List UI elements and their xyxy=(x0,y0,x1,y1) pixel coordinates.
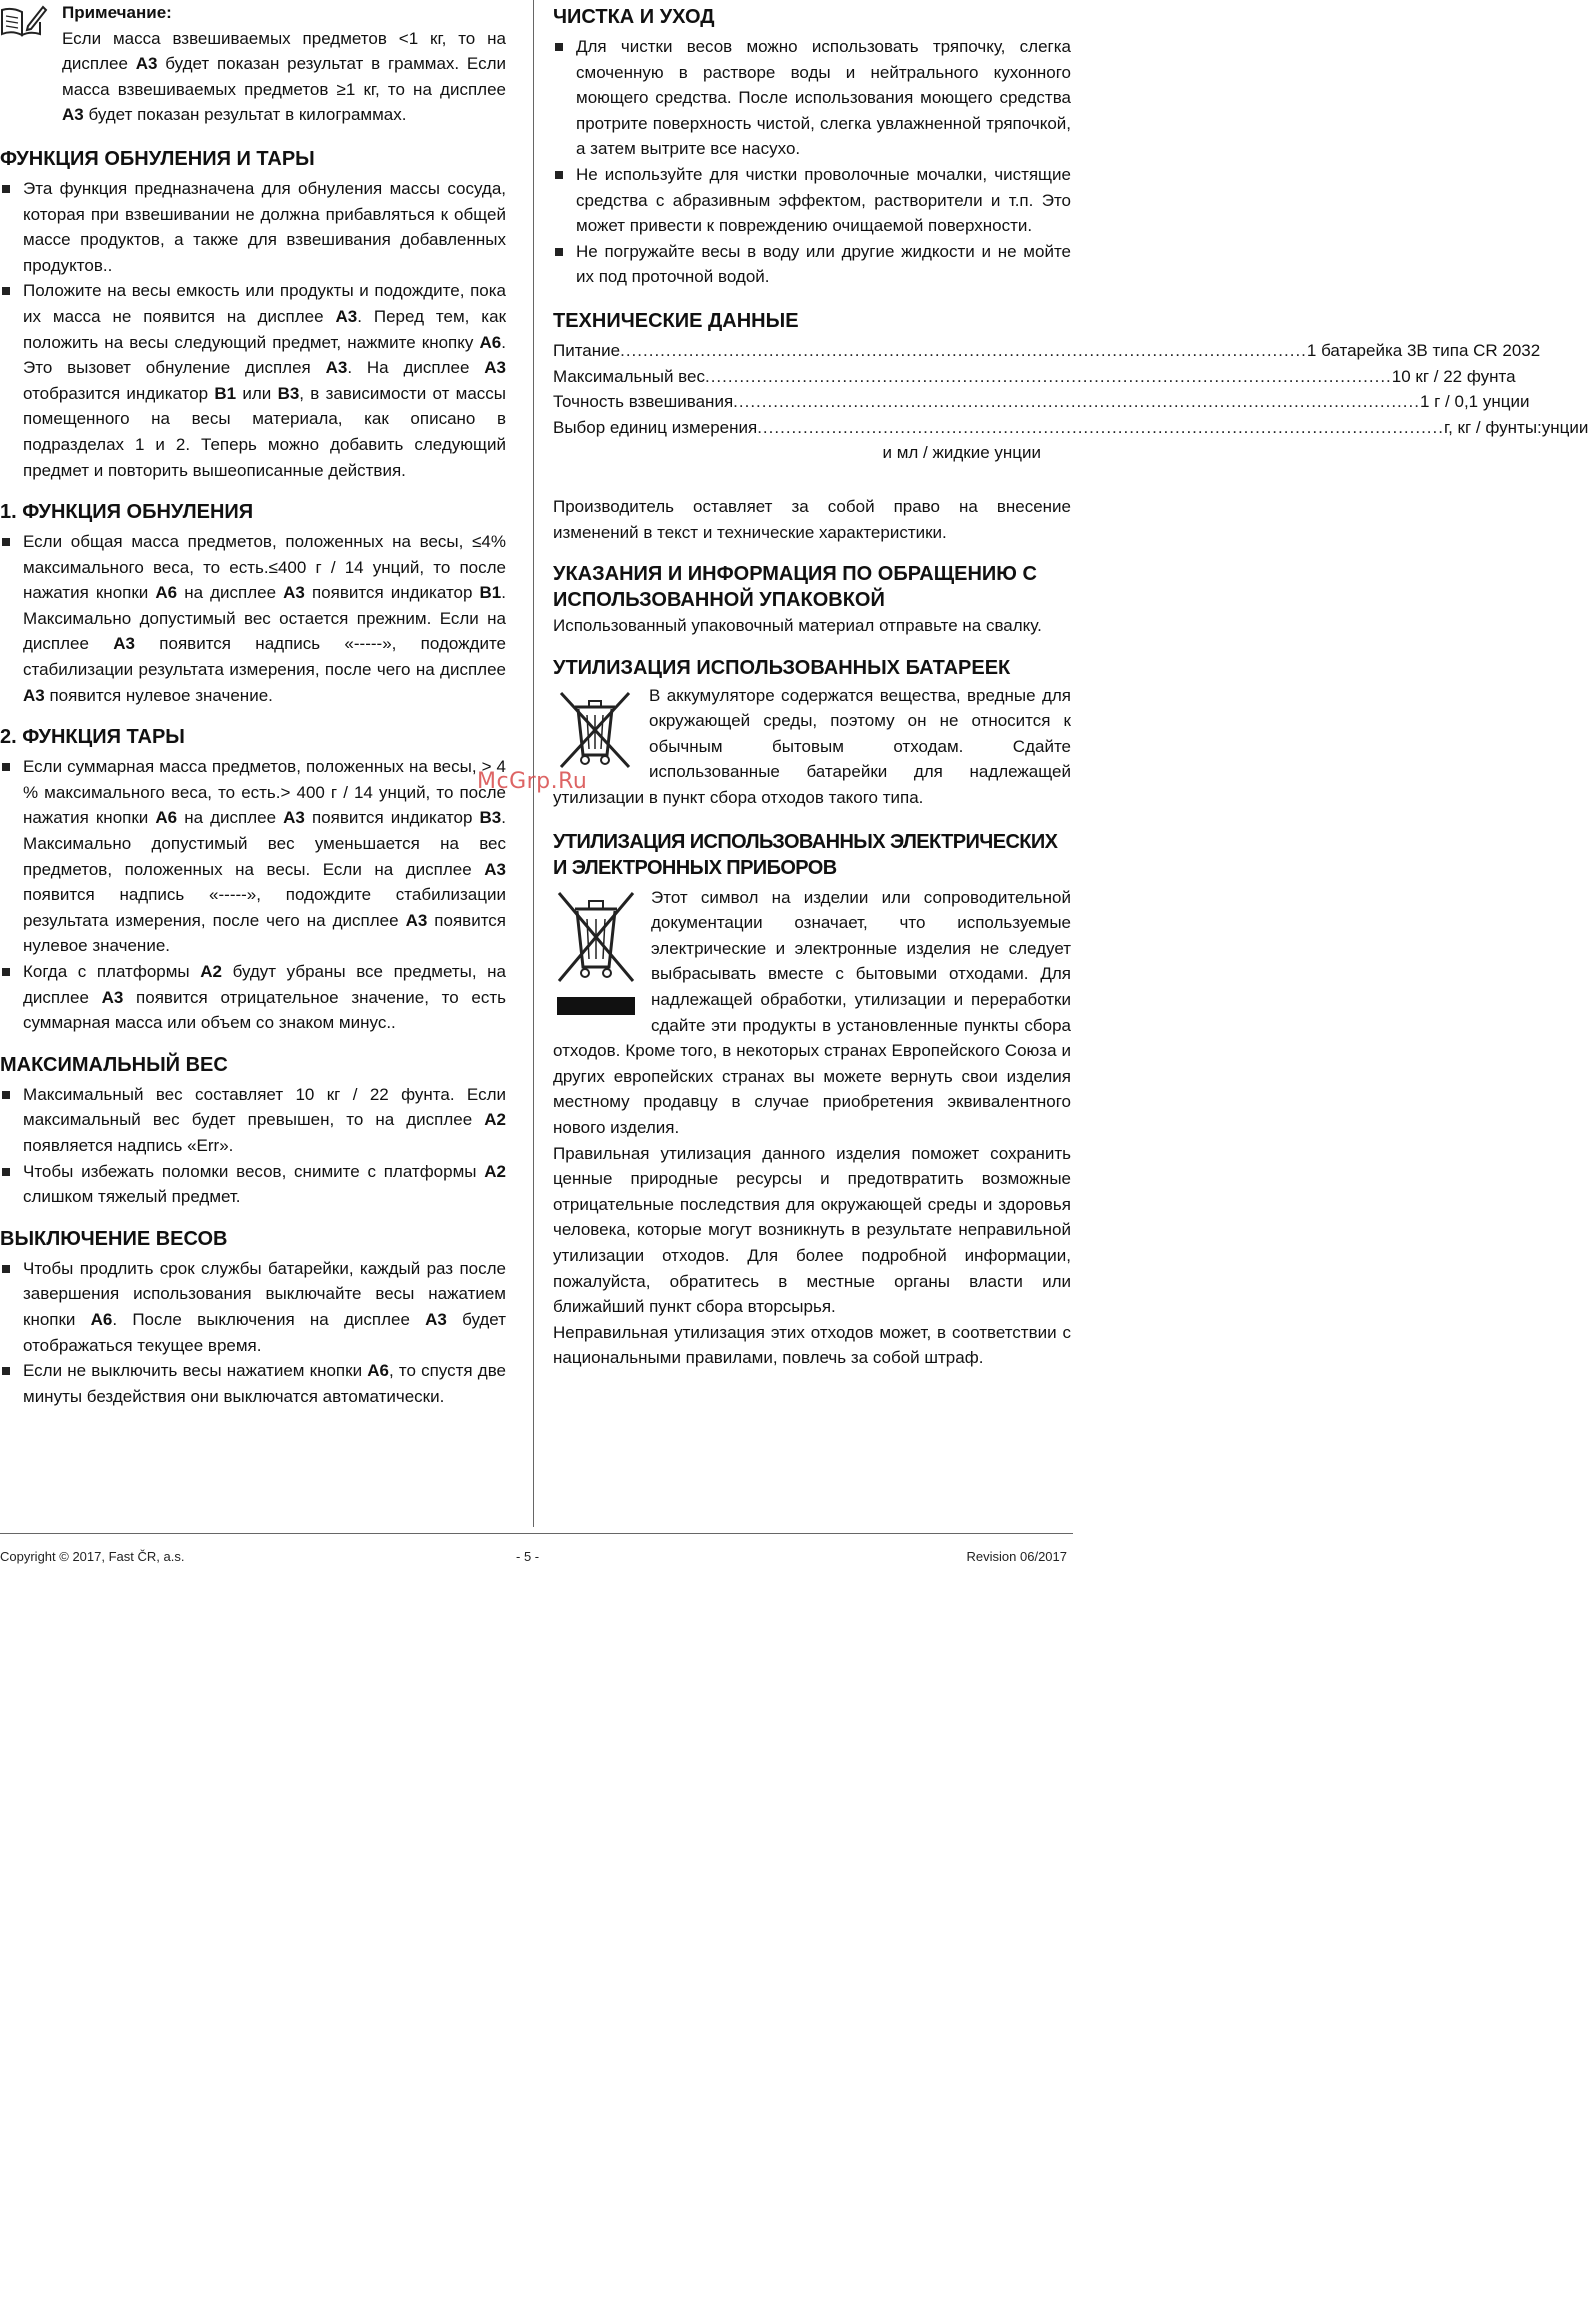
footer-page-number: - 5 - xyxy=(516,1549,540,1564)
footer-copyright: Copyright © 2017, Fast ČR, a.s. xyxy=(0,1549,185,1564)
bullet-square-icon xyxy=(2,763,10,771)
bullet-square-icon xyxy=(2,1265,10,1273)
note-text: Если масса взвешиваемых предметов <1 кг, то на дисплее A3 будет показан результат в граммах. Если масса взвешиваемых предметов ≥1 кг, то на дисплее A3 будет показан результат в килограммах. xyxy=(62,28,506,125)
list-item xyxy=(0,959,506,1036)
crossed-bin-icon xyxy=(553,685,637,771)
spec-value: 1 г / 0,1 унции xyxy=(1419,392,1530,412)
list-item-text: Не используйте для чистки проволочные мочалки, чистящие средства с абразивным эффектом, растворители и т.п. Это может привести к повреждению очищаемой поверхности. xyxy=(576,164,1071,236)
bullet-square-icon xyxy=(2,1091,10,1099)
power-off-heading: ВЫКЛЮЧЕНИЕ ВЕСОВ xyxy=(0,1227,228,1250)
weee-heading: УТИЛИЗАЦИЯ ИСПОЛЬЗОВАННЫХ ЭЛЕКТРИЧЕСКИХ И ЭЛЕКТРОННЫХ ПРИБОРОВ xyxy=(553,830,1058,879)
list-item-text: Эта функция предназначена для обнуления массы сосуда, которая при взвешивании не должна прибавляться к общей массе продуктов, а также для взвешивания добавленных продуктов.. xyxy=(23,178,506,275)
list-item-text: Для чистки весов можно использовать тряпочку, слегка смоченную в растворе воды и нейтрального кухонного моющего средства. После использования моющего средства протрите поверхность чистой, слегка увлажненной тряпочкой, а затем вытрите все насухо. xyxy=(576,37,1071,159)
watermark: McGrp.Ru xyxy=(477,769,588,794)
spec-row xyxy=(553,364,1516,390)
list-item xyxy=(0,1159,506,1210)
footer-divider xyxy=(0,1533,1073,1534)
list-item-text: Положите на весы емкость или продукты и подождите, пока их масса не появится на дисплее A3. Перед тем, как положить на весы следующий предмет, нажмите кнопку A6. Это вызовет обнуление дисплея A3. На дисплее A3 отобразится индикатор B1 или B3, в зависимости от массы помещенного на весы материала, как описано в подразделах 1 и 2. Теперь можно добавить следующий предмет и повторить вышеописанные действия. xyxy=(23,281,507,480)
list-item xyxy=(0,529,506,708)
list-item-text: Не погружайте весы в воду или другие жидкости и не мойте их под проточной водой. xyxy=(576,241,1071,287)
list-item-text: Чтобы продлить срок службы батарейки, каждый раз после завершения использования выключайте весы нажатием кнопки A6. После выключения на дисплее A3 будет отображаться текущее время. xyxy=(23,1258,506,1355)
list-item-text: Чтобы избежать поломки весов, снимите с платформы A2 слишком тяжелый предмет. xyxy=(23,1161,506,1207)
weee-block xyxy=(553,885,1071,1371)
spec-value: 10 кг / 22 фунта xyxy=(1391,366,1516,386)
note-block xyxy=(0,0,506,128)
batteries-text: В аккумуляторе содержатся вещества, вредные для окружающей среды, поэтому он не относится к обычным бытовым отходам. Сдайте использованные батарейки для надлежащей утилизации в пункт сбора отходов такого типа. xyxy=(553,685,1071,808)
list-item xyxy=(0,1358,506,1409)
left-column xyxy=(0,0,506,1409)
bullet-square-icon xyxy=(2,185,10,193)
bullet-square-icon xyxy=(2,968,10,976)
weee-text-1: Этот символ на изделии или сопроводительной документации означает, что используемые электрические и электронные изделия не следует выбрасывать вместе с бытовыми отходами. Для надлежащей обработки, утилизации и переработки сдайте эти продукты в установленные пункты сбора отходов. Кроме того, в некоторых странах Европейского Союза и других европейских странах вы можете вернуть свои изделия местному продавцу в случае приобретения эквивалентного нового изделия. xyxy=(553,887,1071,1137)
list-item xyxy=(553,162,1071,239)
bullet-square-icon xyxy=(555,43,563,51)
note-title: Примечание: xyxy=(62,3,172,22)
spec-value: г, кг / фунты:унции xyxy=(1443,417,1588,437)
list-item xyxy=(0,1256,506,1358)
list-item-text: Если суммарная масса предметов, положенных на весы, > 4 % максимального веса, то есть.> 400 г / 14 унций, то после нажатия кнопки A6 на дисплее A3 появится индикатор B3. Максимально допустимый вес уменьшается на вес предметов, положенных на весы. Если на дисплее A3 появится надпись «-----», подождите стабилизации результата измерения, после чего на дисплее A3 появится нулевое значение. xyxy=(23,757,506,956)
tare-function-heading: ФУНКЦИЯ ОБНУЛЕНИЯ И ТАРЫ xyxy=(0,147,315,170)
bullet-square-icon xyxy=(2,538,10,546)
list-item-text: Максимальный вес составляет 10 кг / 22 фунта. Если максимальный вес будет превышен, то на дисплее A2 появляется надпись «Err». xyxy=(23,1084,506,1155)
tare-function-list xyxy=(0,176,506,483)
spec-row xyxy=(553,389,1530,415)
bullet-square-icon xyxy=(2,287,10,295)
zero-function-list xyxy=(0,529,506,708)
bullet-square-icon xyxy=(555,171,563,179)
spec-leader-dots: ........................................................................................................................ xyxy=(733,392,1420,412)
batteries-block xyxy=(553,683,1071,811)
spec-leader-dots: ........................................................................................................................ xyxy=(757,417,1444,437)
spec-label: Выбор единиц измерения xyxy=(553,417,758,437)
bullet-square-icon xyxy=(2,1367,10,1375)
spec-label: Максимальный вес xyxy=(553,366,705,386)
list-item xyxy=(0,176,506,278)
right-column xyxy=(553,0,1588,1371)
list-item xyxy=(0,754,506,959)
cleaning-heading: ЧИСТКА И УХОД xyxy=(553,6,715,28)
packaging-heading: УКАЗАНИЯ И ИНФОРМАЦИЯ ПО ОБРАЩЕНИЮ С ИСПОЛЬЗОВАННОЙ УПАКОВКОЙ xyxy=(553,563,1037,612)
specs-continuation: и мл / жидкие унции xyxy=(882,443,1041,463)
weee-text-3: Неправильная утилизация этих отходов может, в соответствии с национальными правилами, повлечь за собой штраф. xyxy=(553,1322,1071,1368)
packaging-text: Использованный упаковочный материал отправьте на свалку. xyxy=(553,616,1042,636)
list-item-text: Если общая масса предметов, положенных на весы, ≤4% максимального веса, то есть.≤400 г / 14 унций, то после нажатия кнопки A6 на дисплее A3 появится индикатор B1. Максимально допустимый вес остается прежним. Если на дисплее A3 появится надпись «-----», подождите стабилизации результата измерения, после чего на дисплее A3 появится нулевое значение. xyxy=(23,532,506,705)
list-item-text: Если не выключить весы нажатием кнопки A6, то спустя две минуты бездействия они выключатся автоматически. xyxy=(23,1361,506,1406)
tare-heading: 2. ФУНКЦИЯ ТАРЫ xyxy=(0,726,185,749)
zero-function-heading: 1. ФУНКЦИЯ ОБНУЛЕНИЯ xyxy=(0,501,254,524)
specs-table xyxy=(553,338,1588,440)
disclaimer-text: Производитель оставляет за собой право на внесение изменений в текст и технические характеристики. xyxy=(553,496,1071,542)
specs-heading: ТЕХНИЧЕСКИЕ ДАННЫЕ xyxy=(553,309,799,332)
spec-leader-dots: ........................................................................................................................ xyxy=(704,366,1392,386)
max-weight-list xyxy=(0,1082,506,1210)
weee-text-2: Правильная утилизация данного изделия поможет сохранить ценные природные ресурсы и предотвратить возможные отрицательные последствия для окружающей среды и здоровья человека, которые могут возникнуть в результате неправильной утилизации отходов. Для более подробной информации, пожалуйста, обратитесь в местные органы власти или ближайший пункт сбора вторсырья. xyxy=(553,1143,1071,1317)
spec-leader-dots: ........................................................................................................................ xyxy=(620,340,1307,360)
weee-bin-icon xyxy=(553,887,639,1019)
spec-label: Точность взвешивания xyxy=(553,392,734,412)
max-weight-heading: МАКСИМАЛЬНЫЙ ВЕС xyxy=(0,1053,228,1076)
batteries-heading: УТИЛИЗАЦИЯ ИСПОЛЬЗОВАННЫХ БАТАРЕЕК xyxy=(553,656,1011,679)
cleaning-list xyxy=(553,34,1071,290)
spec-row xyxy=(553,338,1541,364)
list-item xyxy=(0,1082,506,1159)
list-item xyxy=(553,239,1071,290)
footer-revision: Revision 06/2017 xyxy=(966,1549,1067,1564)
spec-label: Питание xyxy=(553,340,621,360)
tare-list xyxy=(0,754,506,1036)
power-off-list xyxy=(0,1256,506,1410)
bullet-square-icon xyxy=(555,248,563,256)
bullet-square-icon xyxy=(2,1168,10,1176)
spec-row xyxy=(553,415,1588,441)
list-item xyxy=(553,34,1071,162)
column-divider xyxy=(533,0,534,1527)
list-item-text: Когда с платформы A2 будут убраны все предметы, на дисплее A3 появится отрицательное значение, то есть суммарная масса или объем со знаком минус.. xyxy=(23,962,506,1033)
list-item xyxy=(0,278,506,483)
spec-value: 1 батарейка 3В типа CR 2032 xyxy=(1306,340,1541,360)
open-book-pencil-icon xyxy=(0,4,46,38)
